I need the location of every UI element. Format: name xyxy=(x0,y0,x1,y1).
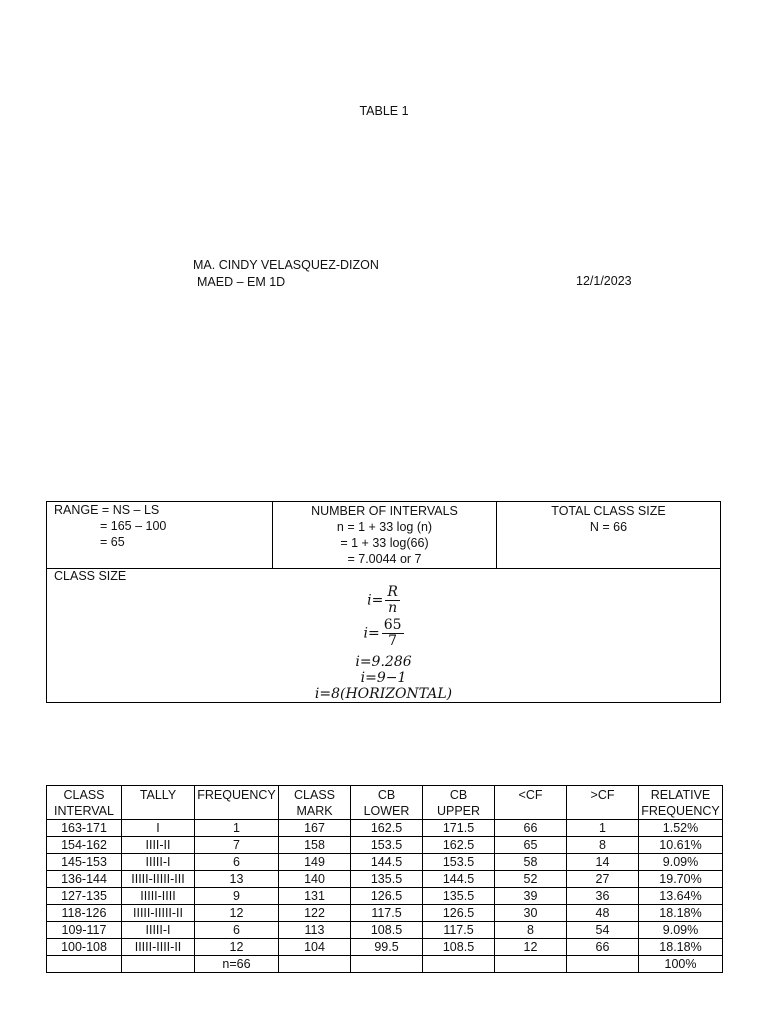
table-cell-greater-than-cf: 54 xyxy=(567,922,639,939)
table-cell-class-mark: 104 xyxy=(279,939,351,956)
table-cell-tally xyxy=(122,956,195,973)
table-cell-frequency: 9 xyxy=(195,888,279,905)
table-cell-class-mark: 113 xyxy=(279,922,351,939)
table-cell-greater-than-cf: 66 xyxy=(567,939,639,956)
column-header-line: CB xyxy=(377,788,396,802)
fraction-r-n xyxy=(385,585,400,616)
column-header-line: MARK xyxy=(296,804,333,818)
table-cell-cb-lower: 144.5 xyxy=(351,854,423,871)
formula-final xyxy=(47,686,720,702)
column-header-cb-upper xyxy=(423,786,495,820)
fraction-denominator: 7 xyxy=(388,633,398,649)
table-cell-cb-lower xyxy=(351,956,423,973)
formula-final-value: i=8 xyxy=(314,686,340,702)
formula-1-lhs: i= xyxy=(367,592,384,609)
table-cell-greater-than-cf: 8 xyxy=(567,837,639,854)
table-cell-cb-upper: 171.5 xyxy=(423,820,495,837)
column-header-relative-frequency xyxy=(639,786,723,820)
table-cell-class-mark: 149 xyxy=(279,854,351,871)
table-cell-greater-than-cf: 27 xyxy=(567,871,639,888)
table-cell-cb-lower: 117.5 xyxy=(351,905,423,922)
table-cell-less-than-cf: 52 xyxy=(495,871,567,888)
column-header-line: <CF xyxy=(518,788,543,802)
table-cell-class-interval: 136-144 xyxy=(47,871,122,888)
table-cell-frequency: 6 xyxy=(195,854,279,871)
table-cell-cb-upper: 126.5 xyxy=(423,905,495,922)
column-header-line: >CF xyxy=(590,788,615,802)
column-header-greater-than-cf xyxy=(567,786,639,820)
column-header-line: CLASS xyxy=(63,788,105,802)
column-header-line: TALLY xyxy=(139,788,177,802)
table-cell-relative-frequency: 1.52% xyxy=(639,820,723,837)
class-size-cell xyxy=(47,568,720,702)
table-cell-cb-lower: 162.5 xyxy=(351,820,423,837)
table-cell-frequency: 13 xyxy=(195,871,279,888)
fraction-numerator: R xyxy=(387,584,398,600)
formula-2-lhs: i= xyxy=(363,625,380,642)
column-header-line xyxy=(195,803,278,819)
table-cell-less-than-cf: 8 xyxy=(495,922,567,939)
table-cell-relative-frequency: 10.61% xyxy=(639,837,723,854)
table-cell-relative-frequency: 9.09% xyxy=(639,854,723,871)
column-header-frequency xyxy=(195,786,279,820)
column-header-class-mark xyxy=(279,786,351,820)
intervals-line-2: = 1 + 33 log(66) xyxy=(340,536,429,550)
table-cell-relative-frequency: 13.64% xyxy=(639,888,723,905)
column-header-line: CB xyxy=(449,788,468,802)
column-header-line xyxy=(495,803,566,819)
range-cell xyxy=(47,502,273,568)
column-header-less-than-cf xyxy=(495,786,567,820)
table-cell-cb-lower: 135.5 xyxy=(351,871,423,888)
table-cell-greater-than-cf: 1 xyxy=(567,820,639,837)
formula-65-over-7 xyxy=(47,618,720,649)
total-line-1: N = 66 xyxy=(589,520,628,534)
table-cell-class-interval: 118-126 xyxy=(47,905,122,922)
table-cell-less-than-cf: 12 xyxy=(495,939,567,956)
formula-final-note: (HORIZONTAL) xyxy=(340,686,453,702)
table-cell-tally: IIIII-IIII xyxy=(122,888,195,905)
column-header-class-interval xyxy=(47,786,122,820)
table-cell-tally: IIII-II xyxy=(122,837,195,854)
table-cell-cb-upper: 108.5 xyxy=(423,939,495,956)
column-header-line: UPPER xyxy=(436,804,481,818)
column-header-cb-lower xyxy=(351,786,423,820)
table-row xyxy=(47,922,723,939)
table-cell-class-interval: 127-135 xyxy=(47,888,122,905)
fraction-numerator: 65 xyxy=(383,617,402,633)
column-header-line: FREQUENCY xyxy=(197,788,276,802)
column-header-line xyxy=(567,803,638,819)
total-class-size-cell xyxy=(497,502,720,568)
column-header-line: INTERVAL xyxy=(54,804,114,818)
table-cell-cb-upper: 117.5 xyxy=(423,922,495,939)
table-cell-class-interval: 100-108 xyxy=(47,939,122,956)
table-header-row xyxy=(47,786,723,820)
table-cell-tally: IIIII-IIIII-II xyxy=(122,905,195,922)
column-header-line: LOWER xyxy=(363,804,410,818)
computation-box xyxy=(46,501,721,703)
table-cell-cb-upper: 135.5 xyxy=(423,888,495,905)
table-cell-cb-upper: 153.5 xyxy=(423,854,495,871)
table-cell-relative-frequency: 100% xyxy=(639,956,723,973)
table-cell-tally: IIIII-IIIII-III xyxy=(122,871,195,888)
table-cell-greater-than-cf: 48 xyxy=(567,905,639,922)
intervals-line-1: n = 1 + 33 log (n) xyxy=(336,520,433,534)
document-date: 12/1/2023 xyxy=(576,274,632,288)
table-cell-tally: IIIII-I xyxy=(122,854,195,871)
table-row xyxy=(47,888,723,905)
table-cell-greater-than-cf xyxy=(567,956,639,973)
computation-summary-row xyxy=(47,502,720,569)
formula-rounding: i=9−1 xyxy=(360,670,407,686)
table-cell-class-interval: 145-153 xyxy=(47,854,122,871)
table-cell-cb-lower: 108.5 xyxy=(351,922,423,939)
total-title: TOTAL CLASS SIZE xyxy=(551,504,666,518)
table-cell-tally: IIIII-I xyxy=(122,922,195,939)
table-cell-frequency: 7 xyxy=(195,837,279,854)
table-cell-relative-frequency: 19.70% xyxy=(639,871,723,888)
intervals-cell xyxy=(273,502,497,568)
table-cell-class-interval: 163-171 xyxy=(47,820,122,837)
table-cell-cb-upper: 162.5 xyxy=(423,837,495,854)
table-cell-less-than-cf: 39 xyxy=(495,888,567,905)
table-row xyxy=(47,820,723,837)
table-cell-class-mark: 140 xyxy=(279,871,351,888)
table-cell-cb-lower: 153.5 xyxy=(351,837,423,854)
table-cell-class-mark xyxy=(279,956,351,973)
column-header-line: RELATIVE xyxy=(650,788,711,802)
table-row xyxy=(47,837,723,854)
table-cell-less-than-cf xyxy=(495,956,567,973)
range-line-3: = 65 xyxy=(100,535,125,549)
table-body xyxy=(47,820,723,973)
range-line-1: RANGE = NS – LS xyxy=(54,503,160,517)
column-header-line xyxy=(122,803,194,819)
table-cell-frequency: 1 xyxy=(195,820,279,837)
table-cell-class-interval: 154-162 xyxy=(47,837,122,854)
table-cell-relative-frequency: 9.09% xyxy=(639,922,723,939)
table-cell-relative-frequency: 18.18% xyxy=(639,939,723,956)
table-cell-cb-upper xyxy=(423,956,495,973)
fraction-65-7 xyxy=(382,618,404,649)
table-row xyxy=(47,854,723,871)
table-cell-frequency: 12 xyxy=(195,939,279,956)
intervals-title: NUMBER OF INTERVALS xyxy=(311,504,458,518)
table-cell-tally: I xyxy=(122,820,195,837)
column-header-line: FREQUENCY xyxy=(641,804,720,818)
program-section: MAED – EM 1D xyxy=(197,275,286,289)
intervals-line-3: = 7.0044 or 7 xyxy=(347,552,422,566)
table-cell-greater-than-cf: 14 xyxy=(567,854,639,871)
table-cell-frequency: n=66 xyxy=(195,956,279,973)
frequency-distribution-table xyxy=(46,785,723,973)
table-cell-tally: IIIII-IIII-II xyxy=(122,939,195,956)
table-total-row xyxy=(47,956,723,973)
formula-r-over-n xyxy=(47,585,720,616)
column-header-tally xyxy=(122,786,195,820)
table-row xyxy=(47,905,723,922)
table-cell-class-mark: 167 xyxy=(279,820,351,837)
table-cell-frequency: 12 xyxy=(195,905,279,922)
table-cell-class-interval: 109-117 xyxy=(47,922,122,939)
table-cell-cb-lower: 99.5 xyxy=(351,939,423,956)
table-cell-less-than-cf: 66 xyxy=(495,820,567,837)
table-cell-class-mark: 122 xyxy=(279,905,351,922)
fraction-denominator: n xyxy=(388,600,398,616)
table-cell-less-than-cf: 30 xyxy=(495,905,567,922)
table-cell-frequency: 6 xyxy=(195,922,279,939)
document-title: TABLE 1 xyxy=(359,104,409,118)
table-row xyxy=(47,939,723,956)
table-cell-less-than-cf: 65 xyxy=(495,837,567,854)
table-cell-greater-than-cf: 36 xyxy=(567,888,639,905)
table-cell-cb-lower: 126.5 xyxy=(351,888,423,905)
column-header-line: CLASS xyxy=(294,788,335,802)
table-row xyxy=(47,871,723,888)
table-cell-cb-upper: 144.5 xyxy=(423,871,495,888)
range-line-2: = 165 – 100 xyxy=(100,519,167,533)
class-size-label: CLASS SIZE xyxy=(54,569,127,583)
table-cell-relative-frequency: 18.18% xyxy=(639,905,723,922)
table-cell-class-interval xyxy=(47,956,122,973)
table-cell-less-than-cf: 58 xyxy=(495,854,567,871)
table-cell-class-mark: 131 xyxy=(279,888,351,905)
author-name: MA. CINDY VELASQUEZ-DIZON xyxy=(193,258,379,272)
formula-result: i=9.286 xyxy=(355,654,412,670)
table-cell-class-mark: 158 xyxy=(279,837,351,854)
